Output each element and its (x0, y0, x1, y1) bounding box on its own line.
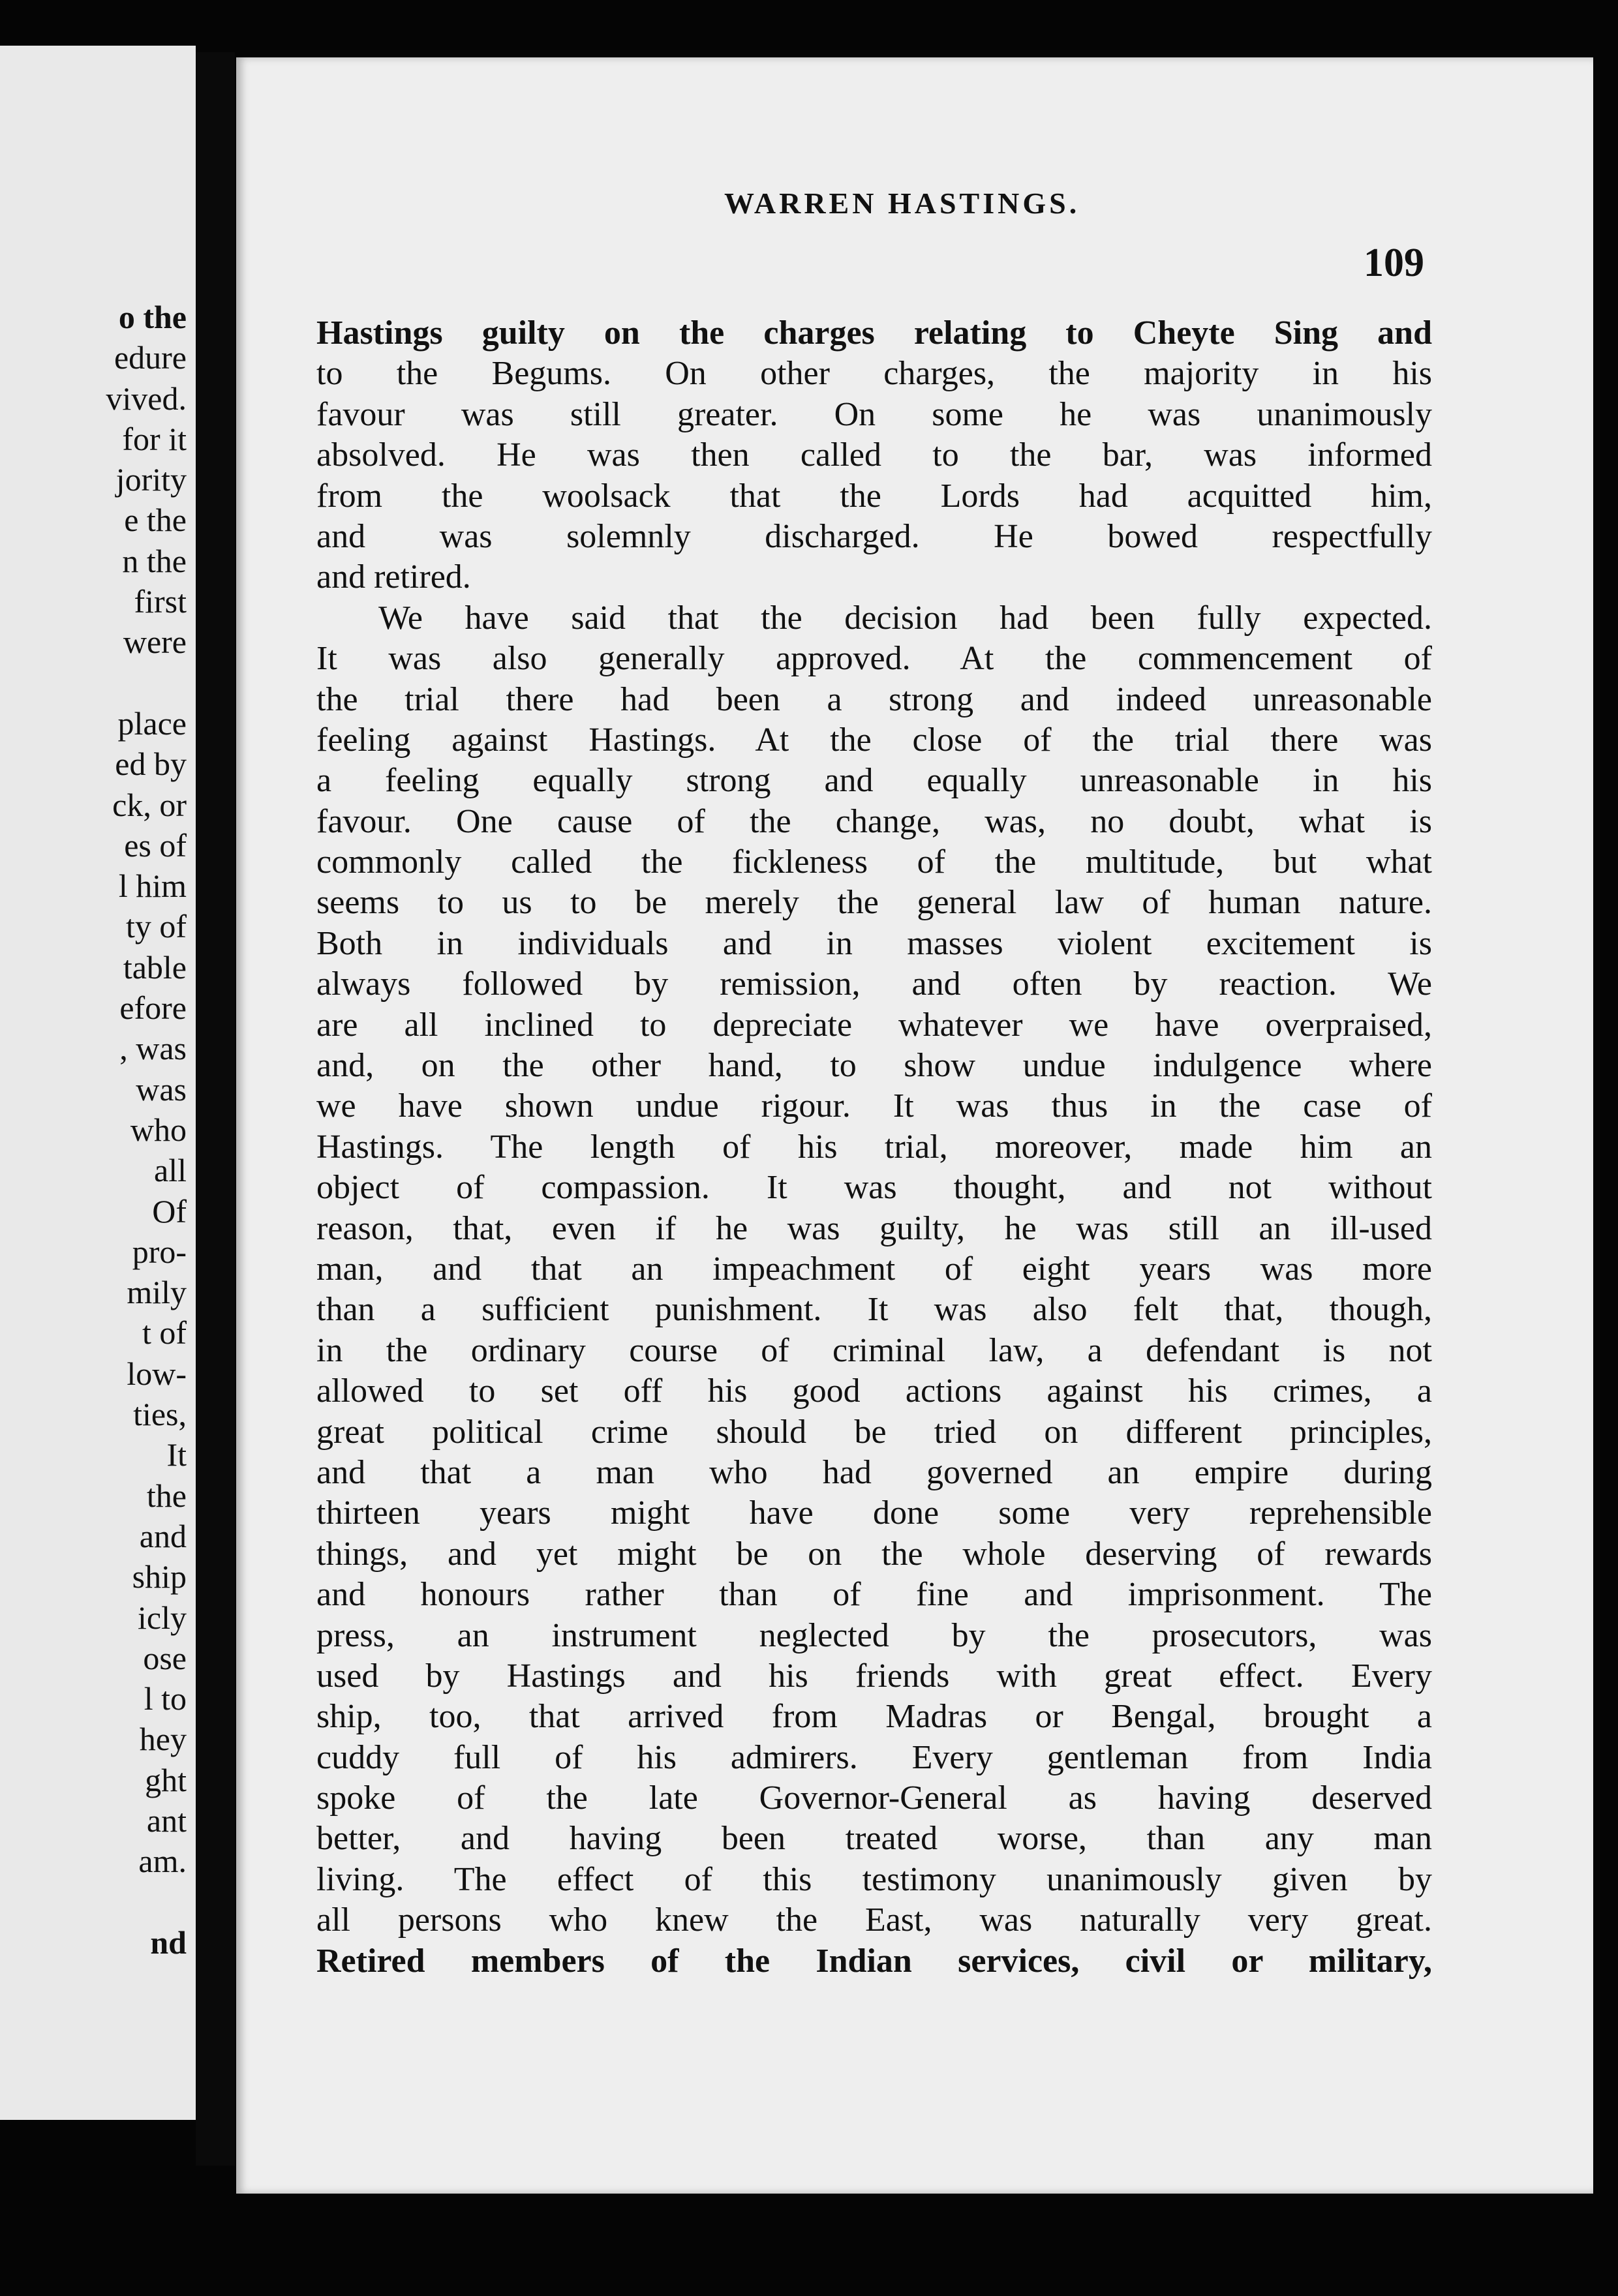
text-line: press, an instrument neglected by the prosecutors, was (316, 1616, 1432, 1654)
previous-page-line: e the (124, 502, 187, 539)
previous-page-line: ty of (125, 908, 187, 945)
text-line: reason, that, even if he was guilty, he was still an ill-used (316, 1209, 1432, 1247)
previous-page-line: n the (122, 542, 187, 579)
text-line: spoke of the late Governor-General as having deserved (316, 1779, 1432, 1817)
previous-page-line: the (146, 1477, 187, 1514)
text-line: from the woolsack that the Lords had acquitted him, (316, 477, 1432, 515)
previous-page (0, 46, 196, 2120)
text-line: used by Hastings and his friends with great effect. Every (316, 1657, 1432, 1695)
text-line: the trial there had been a strong and indeed unreasonable (316, 680, 1432, 718)
text-line: and was solemnly discharged. He bowed respectfully (316, 517, 1432, 555)
previous-page-line: ed by (115, 746, 187, 783)
previous-page-line: Of (152, 1192, 187, 1230)
text-line: to the Begums. On other charges, the majority in his (316, 355, 1432, 393)
body-text (316, 313, 1432, 1982)
previous-page-line: edure (114, 339, 187, 376)
text-line: we have shown undue rigour. It was thus in the case of (316, 1087, 1432, 1125)
previous-page-line: nd (150, 1924, 187, 1961)
text-line: object of compassion. It was thought, and not without (316, 1169, 1432, 1207)
previous-page-line: icly (138, 1599, 187, 1636)
previous-page-line: for it (122, 420, 187, 457)
text-line: things, and yet might be on the whole deserving of rewards (316, 1535, 1432, 1573)
text-line: great political crime should be tried on different principles, (316, 1413, 1432, 1451)
text-line: and, on the other hand, to show undue indulgence where (316, 1047, 1432, 1085)
previous-page-line: l to (144, 1680, 187, 1717)
previous-page-line: ght (145, 1761, 187, 1798)
previous-page-line: mily (127, 1274, 187, 1311)
previous-page-line: and (139, 1517, 187, 1554)
text-line: favour was still greater. On some he was unanimously (316, 395, 1432, 433)
previous-page-line: l him (118, 868, 187, 905)
previous-page-line: t of (142, 1314, 187, 1352)
text-line: a feeling equally strong and equally unreasonable in his (316, 762, 1432, 800)
text-line: better, and having been treated worse, than any man (316, 1820, 1432, 1858)
text-line: cuddy full of his admirers. Every gentleman from India (316, 1738, 1432, 1776)
text-line: Hastings guilty on the charges relating to Cheyte Sing and (316, 314, 1432, 352)
text-line: favour. One cause of the change, was, no doubt, what is (316, 802, 1432, 840)
text-line: living. The effect of this testimony unanimously given by (316, 1860, 1432, 1898)
previous-page-line: table (123, 948, 187, 986)
text-line: allowed to set off his good actions against his crimes, a (316, 1372, 1432, 1410)
book-gutter (196, 52, 235, 2166)
text-line: than a sufficient punishment. It was also felt that, though, (316, 1291, 1432, 1329)
text-line: and retired. (316, 558, 471, 596)
text-line: commonly called the fickleness of the multitude, but what (316, 843, 1432, 881)
previous-page-line: jority (115, 461, 187, 498)
previous-page-line: am. (138, 1843, 187, 1880)
text-line: We have said that the decision had been fully expected. (378, 599, 1432, 637)
previous-page-line: hey (139, 1721, 187, 1758)
previous-page-line: It (166, 1436, 187, 1473)
previous-page-line: ship (132, 1558, 187, 1595)
previous-page-text (0, 297, 196, 1963)
text-line: and that a man who had governed an empire during (316, 1453, 1432, 1491)
text-line: are all inclined to depreciate whatever we have overpraised, (316, 1006, 1432, 1044)
text-line: man, and that an impeachment of eight years was more (316, 1250, 1432, 1288)
previous-page-line: efore (119, 989, 187, 1027)
previous-page-line: es of (124, 826, 187, 864)
text-line: seems to us to be merely the general law of human nature. (316, 884, 1432, 922)
text-line: It was also generally approved. At the commencement of (316, 640, 1432, 678)
text-line: thirteen years might have done some very reprehensible (316, 1494, 1432, 1532)
text-line: ship, too, that arrived from Madras or Bengal, brought a (316, 1698, 1432, 1736)
previous-page-line: ties, (133, 1396, 187, 1433)
previous-page-line (0, 1882, 196, 1922)
previous-page-line: pro- (132, 1233, 187, 1270)
previous-page-line (0, 663, 196, 703)
text-line: Hastings. The length of his trial, moreover, made him an (316, 1128, 1432, 1166)
previous-page-line: o the (118, 299, 187, 335)
previous-page-line: low- (127, 1355, 187, 1392)
previous-page-line: who (130, 1111, 187, 1148)
previous-page-line: ant (146, 1802, 187, 1839)
previous-page-line: place (117, 704, 187, 742)
text-line: Both in individuals and in masses violent excitement is (316, 924, 1432, 962)
running-head: WARREN HASTINGS. (724, 187, 1080, 220)
previous-page-line: were (123, 624, 187, 661)
previous-page-line: ose (143, 1639, 187, 1676)
text-line: in the ordinary course of criminal law, a defendant is not (316, 1331, 1432, 1369)
page-number: 109 (1364, 241, 1424, 285)
text-line: always followed by remission, and often by reaction. We (316, 965, 1432, 1003)
previous-page-line: first (134, 583, 187, 620)
text-line: feeling against Hastings. At the close of the trial there was (316, 721, 1432, 759)
previous-page-line: ck, or (112, 786, 187, 823)
text-line: all persons who knew the East, was naturally very great. (316, 1901, 1432, 1939)
previous-page-line: , was (119, 1030, 187, 1067)
previous-page-line: vived. (106, 380, 187, 417)
text-line: Retired members of the Indian services, civil or military, (316, 1942, 1432, 1980)
text-line: absolved. He was then called to the bar, was informed (316, 436, 1432, 474)
text-line: and honours rather than of fine and imprisonment. The (316, 1576, 1432, 1614)
previous-page-line: was (136, 1070, 187, 1108)
previous-page-line: all (154, 1152, 187, 1189)
